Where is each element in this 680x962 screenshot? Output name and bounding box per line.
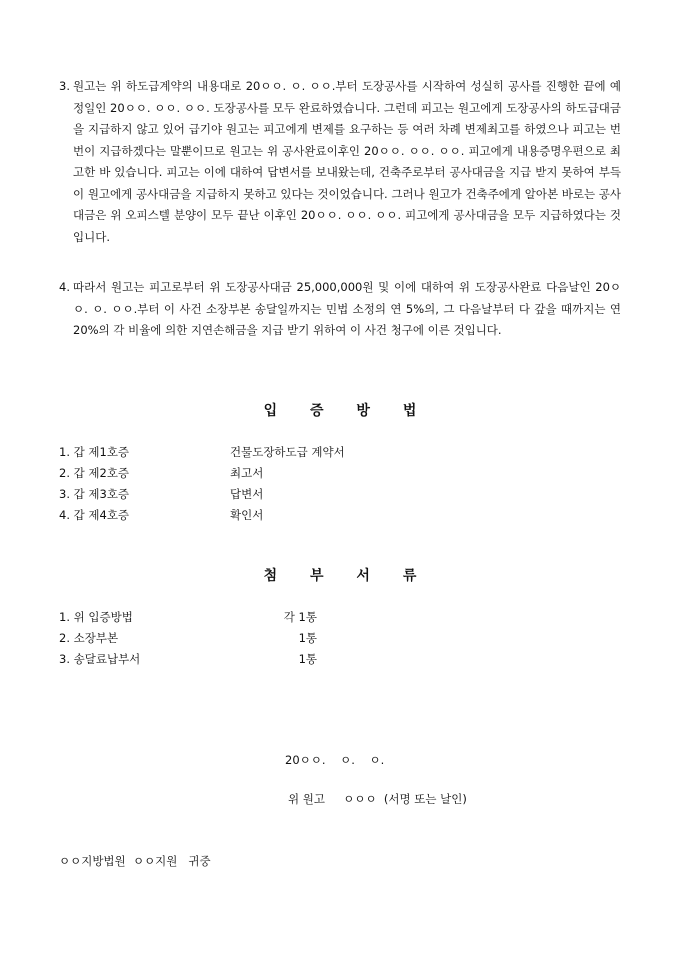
paragraph-number: 4.	[59, 280, 70, 294]
evidence-value: 최고서	[230, 466, 264, 480]
attachment-label: 1. 위 입증방법	[59, 610, 133, 624]
paragraph-number: 3.	[59, 79, 70, 93]
evidence-value: 확인서	[230, 508, 264, 522]
evidence-value: 건물도장하도급 계약서	[230, 445, 345, 459]
attachment-value: 1통	[298, 652, 317, 666]
plaintiff-signature: 위 원고 ㅇㅇㅇ (서명 또는 날인)	[288, 792, 467, 806]
paragraph-text: 따라서 원고는 피고로부터 위 도장공사대금 25,000,000원 및 이에 대하여 위 도장공사완료 다음날인 20ㅇㅇ. ㅇ. ㅇㅇ.부터 이 사건 소장부본 송달일까지는 민법 소정의 연 5%의, 그 다음날부터 다 갚을 때까지는 연 20%의 각 비율에 의한 지연손해금을 지급 받기 위하여 이 사건 청구에 이른 것입니다.	[73, 280, 621, 337]
attachment-label: 2. 소장부본	[59, 631, 119, 645]
evidence-label: 2. 갑 제2호증	[59, 466, 130, 480]
court-recipient: ㅇㅇ지방법원 ㅇㅇ지원 귀중	[59, 854, 211, 868]
attachment-value: 1통	[298, 631, 317, 645]
paragraph-3	[59, 76, 621, 248]
attachment-label: 3. 송달료납부서	[59, 652, 141, 666]
attachment-value: 각 1통	[283, 610, 317, 624]
evidence-label: 3. 갑 제3호증	[59, 487, 130, 501]
filing-date: 20ㅇㅇ. ㅇ. ㅇ.	[285, 753, 385, 767]
attachments-heading: 첨 부 서 류	[263, 568, 431, 584]
evidence-label: 4. 갑 제4호증	[59, 508, 130, 522]
evidence-value: 답변서	[230, 487, 264, 501]
evidence-heading: 입 증 방 법	[263, 403, 431, 419]
evidence-label: 1. 갑 제1호증	[59, 445, 130, 459]
paragraph-4	[59, 277, 621, 342]
paragraph-text: 원고는 위 하도급계약의 내용대로 20ㅇㅇ. ㅇ. ㅇㅇ.부터 도장공사를 시작하여 성실히 공사를 진행한 끝에 예정일인 20ㅇㅇ. ㅇㅇ. ㅇㅇ. 도장공사를 모두 완료하였습니다. 그런데 피고는 원고에게 도장공사의 하도급대금을 지급하지 않고 있어 급기야 원고는 피고에게 변제를 요구하는 등 여러 차례 변제최고를 하였으나 피고는 번번이 지급하겠다는 말뿐이므로 원고는 위 공사완료이후인 20ㅇㅇ. ㅇㅇ. ㅇㅇ. 피고에게 내용증명우편으로 최고한 바 있습니다. 피고는 이에 대하여 답변서를 보내왔는데, 건축주로부터 공사대금을 지급 받지 못하여 부득이 원고에게 공사대금을 지급하지 못하고 있다는 것이었습니다. 그러나 원고가 건축주에게 알아본 바로는 공사대금은 위 오피스텔 분양이 모두 끝난 이후인 20ㅇㅇ. ㅇㅇ. ㅇㅇ. 피고에게 공사대금을 모두 지급하였다는 것입니다.	[73, 79, 621, 244]
